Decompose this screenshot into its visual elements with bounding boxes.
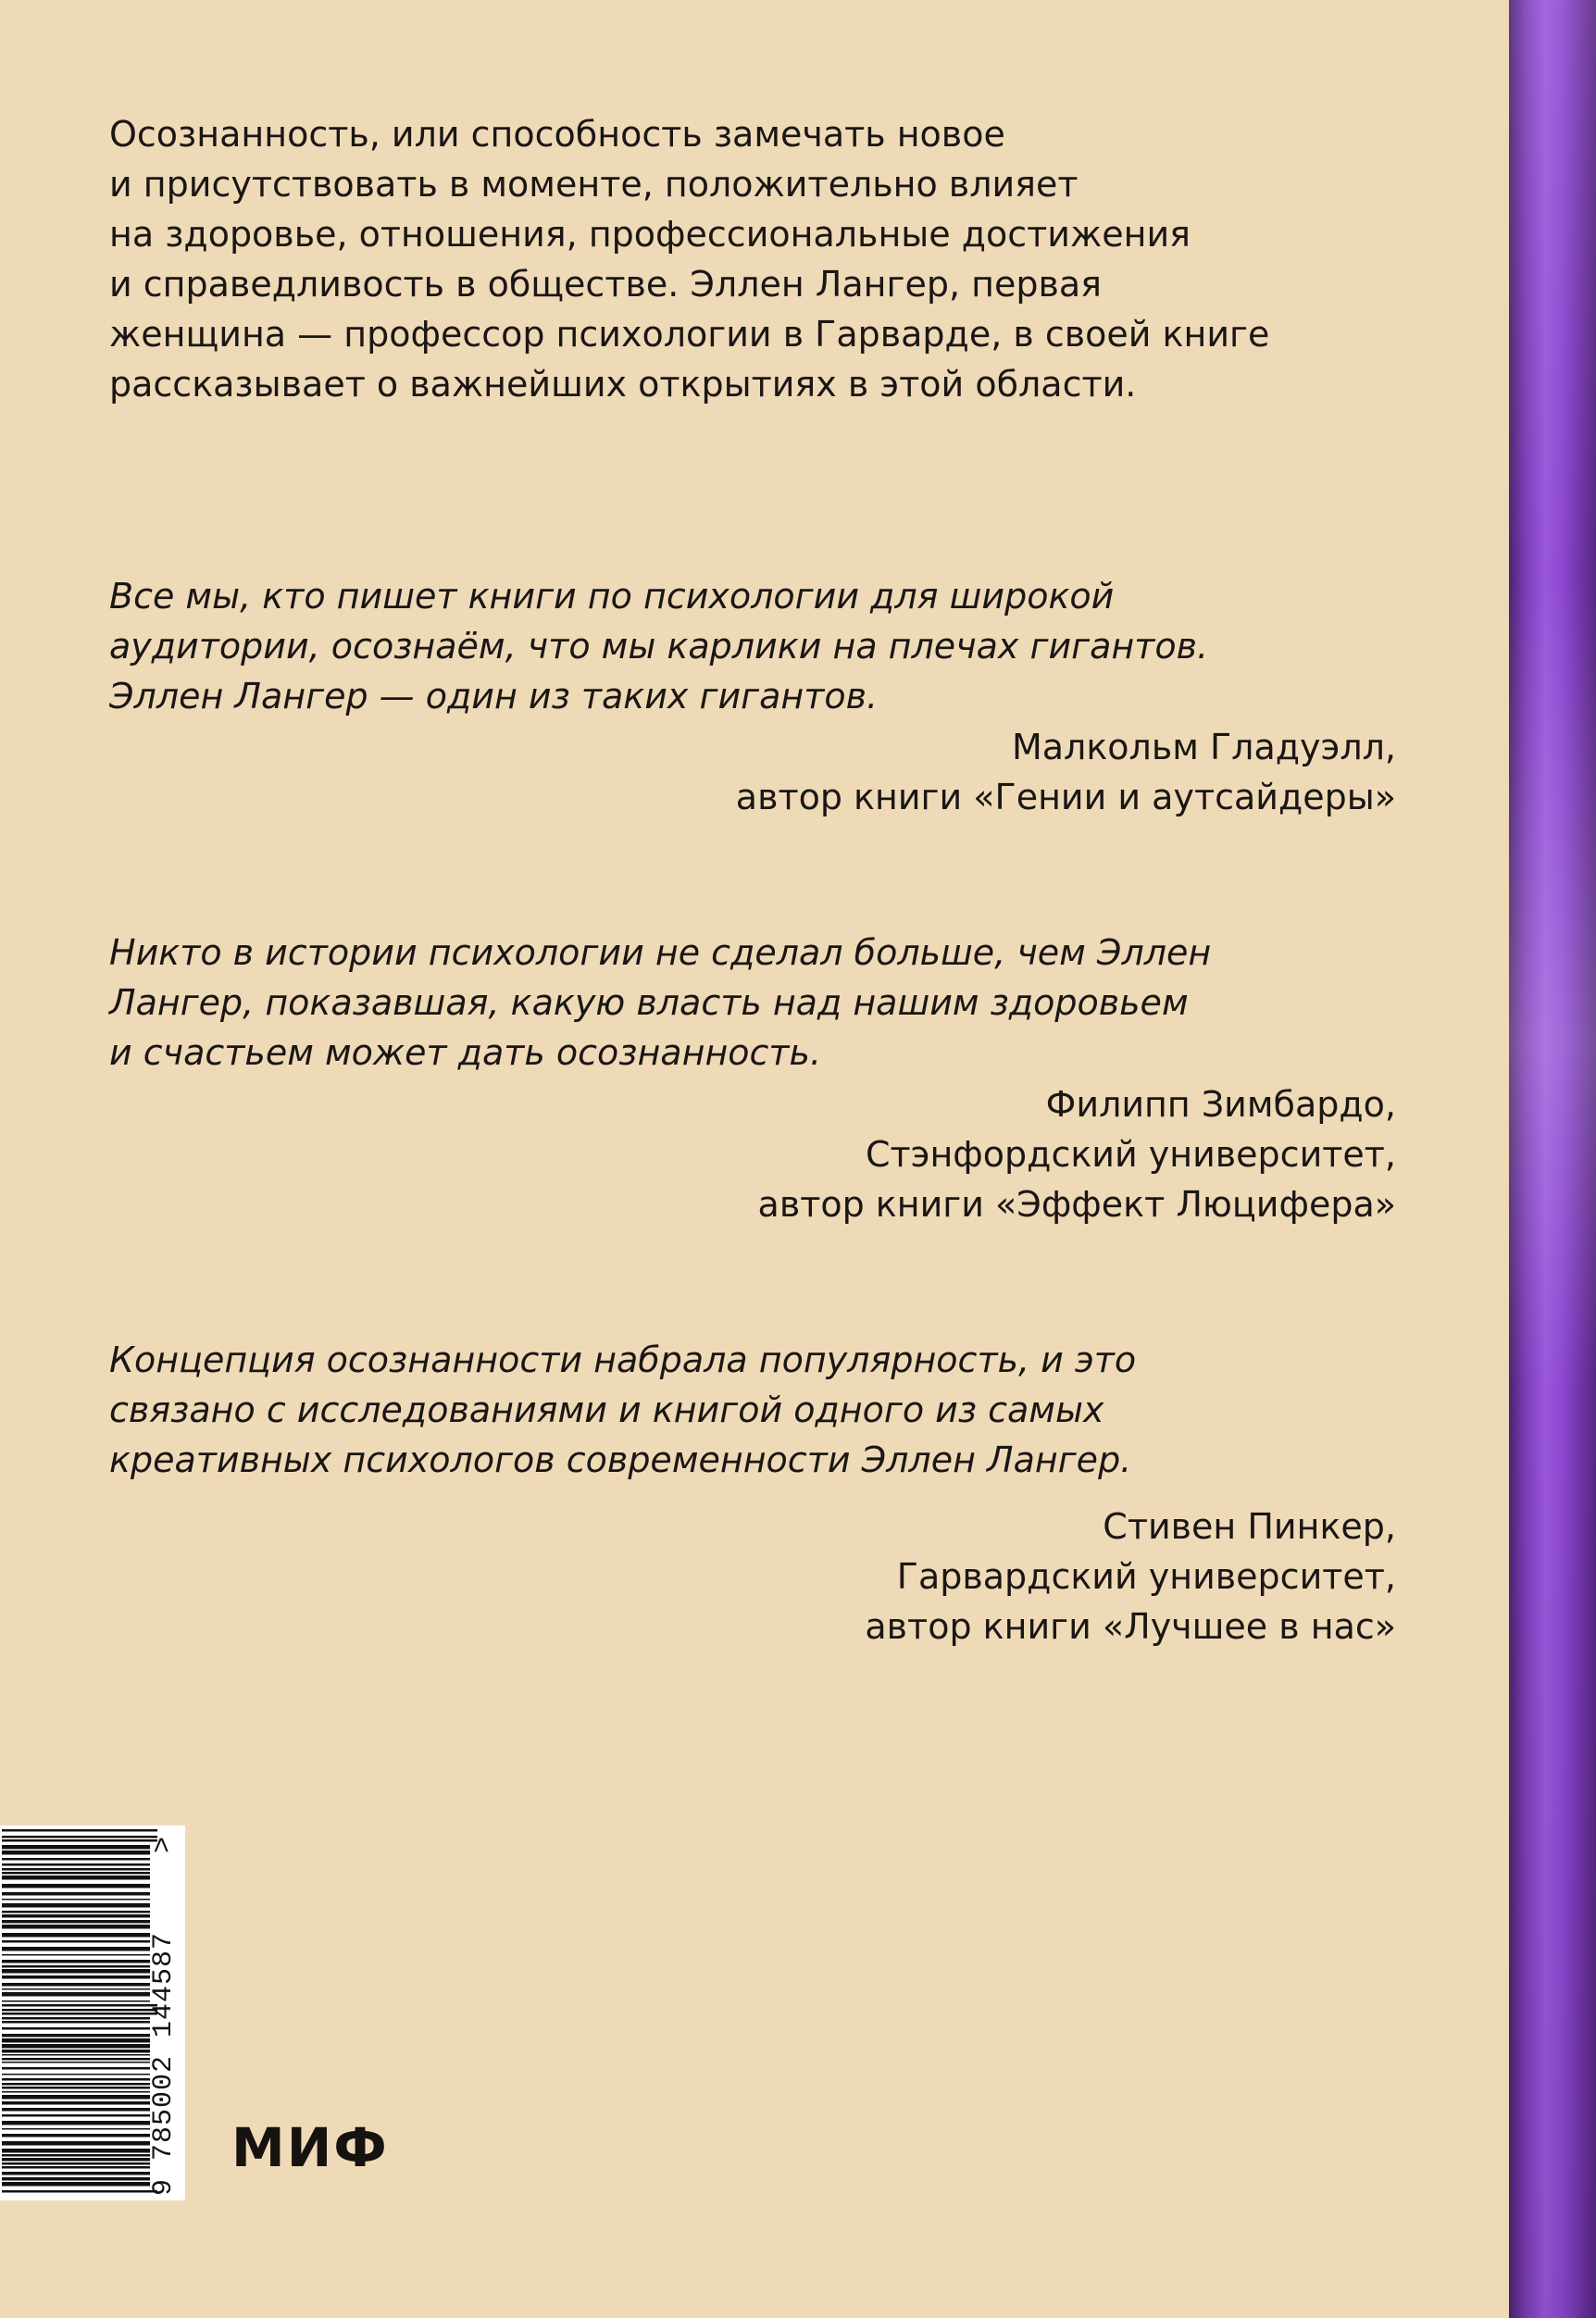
barcode-bar [2,2166,150,2169]
barcode-bar [2,1858,150,1861]
barcode-bar [2,2050,150,2053]
barcode-bar [2,2017,150,2020]
barcode-bar [2,2074,150,2075]
intro-paragraph [109,109,1405,409]
barcode-bar [2,1839,157,1842]
attribution-line: Стэнфордский университет, [865,1134,1396,1175]
intro-line: Осознанность, или способность замечать новое [109,114,1005,155]
publisher-logo: МИФ [231,2116,389,2179]
quote-line: Концепция осознанности набрала популярность, и это [109,1340,1137,1380]
barcode-bar [2,1940,150,1943]
barcode-bar [2,2128,150,2130]
barcode-bar [2,2013,157,2015]
barcode-bar [2,1988,150,1990]
barcode-bar [2,1947,150,1951]
barcode-bar [2,2004,157,2007]
barcode-bar [2,1829,157,1832]
intro-line: и справедливость в обществе. Эллен Лангер, первая [109,264,1103,305]
barcode-bar [2,2158,150,2162]
barcode-bar [2,1876,150,1880]
attribution-line: Малкольм Гладуэлл, [1011,727,1396,767]
barcode-bar [2,2114,150,2117]
barcode-end-mark: > [148,1836,180,1853]
quote-line: Никто в истории психологии не сделал больше, чем Эллен [109,932,1212,973]
attribution-gladwell [648,722,1396,822]
barcode-bar [2,2101,150,2105]
barcode-bar [2,2134,150,2137]
barcode-bar [2,1903,150,1908]
attribution-line: Гарвардский университет, [896,1556,1396,1597]
barcode-bar [2,1884,150,1888]
attribution-line: Филипп Зимбардо, [1045,1084,1396,1125]
barcode-bar [2,1872,150,1875]
barcode-bar [2,2034,150,2038]
attribution-zimbardo [648,1079,1396,1229]
barcode-bar [2,2027,150,2030]
barcode-bar [2,2091,150,2093]
barcode-bar [2,2054,150,2056]
attribution-pinker [648,1502,1396,1651]
barcode-bar [2,2038,150,2043]
quote-line: Все мы, кто пишет книги по психологии для широкой [109,576,1115,617]
barcode-caption: 9 785002 144587 [148,1931,180,2196]
intro-line: женщина — профессор психологии в Гарварде, в своей книге [109,314,1270,355]
quote-gladwell [109,571,1405,721]
barcode-bar [2,2162,150,2165]
barcode-bars [2,1829,157,2193]
quote-zimbardo [109,928,1405,1078]
barcode-bar [2,2108,150,2112]
barcode-bar [2,2021,150,2024]
barcode-bar [2,2154,150,2157]
barcode-bar [2,2067,150,2070]
barcode-bar [2,1983,150,1987]
barcode-bar [2,1892,150,1896]
barcode-bar [2,2121,150,2125]
quote-line: связано с исследованиями и книгой одного из самых [109,1390,1104,1430]
barcode-bar [2,2044,150,2049]
quote-line: и счастьем может дать осознанность. [109,1032,822,1073]
barcode-bar [2,1851,150,1855]
attribution-line: автор книги «Эффект Люцифера» [757,1184,1396,1225]
quote-line: Лангер, показавшая, какую власть над нашим здоровьем [109,982,1189,1023]
barcode-bar [2,1933,150,1938]
barcode-bar [2,2000,150,2002]
barcode-bar [2,1899,150,1901]
barcode-bar [2,1965,150,1968]
barcode-bar [2,2141,150,2146]
barcode-bar [2,2083,150,2086]
barcode-graphic [0,1826,185,2200]
quote-line: креативных психологов современности Эллен Лангер. [109,1439,1132,1480]
barcode-bar [2,2182,150,2187]
attribution-line: автор книги «Гении и аутсайдеры» [735,777,1396,817]
intro-line: и присутствовать в моменте, положительно влияет [109,164,1079,205]
barcode-bar [2,1954,150,1956]
barcode-bar [2,1975,150,1979]
barcode-bar [2,1925,150,1929]
barcode-bar [2,1911,150,1913]
barcode-bar [2,2062,150,2063]
barcode-bar [2,1914,150,1918]
barcode-bar [2,1863,150,1866]
barcode-bar [2,1992,150,1997]
barcode-bar [2,2095,150,2100]
barcode-bar [2,2078,150,2081]
barcode-bar [2,2009,157,2012]
barcode-bar [2,2177,150,2181]
barcode-bar [2,2172,150,2175]
attribution-line: Стивен Пинкер, [1103,1506,1396,1547]
intro-line: на здоровье, отношения, профессиональные достижения [109,214,1191,255]
quote-pinker [109,1335,1405,1485]
barcode-bar [2,1845,150,1850]
attribution-line: автор книги «Лучшее в нас» [865,1606,1396,1647]
barcode-bar [2,2058,150,2061]
intro-line: рассказывает о важнейших открытиях в этой области. [109,364,1137,405]
barcode-bar [2,1868,150,1871]
barcode-bar [2,2149,150,2153]
barcode-bar [2,1969,150,1974]
spine-highlight [1509,0,1596,2318]
barcode-bar [2,1836,157,1838]
barcode-bar [2,1960,150,1963]
barcode-bar [2,1920,150,1924]
isbn-barcode [0,1826,185,2200]
quote-line: Эллен Лангер — один из таких гигантов. [109,676,879,717]
quote-line: аудитории, осознаём, что мы карлики на плечах гигантов. [109,626,1209,667]
barcode-bar [2,2190,157,2193]
barcode-bar [2,2087,150,2089]
